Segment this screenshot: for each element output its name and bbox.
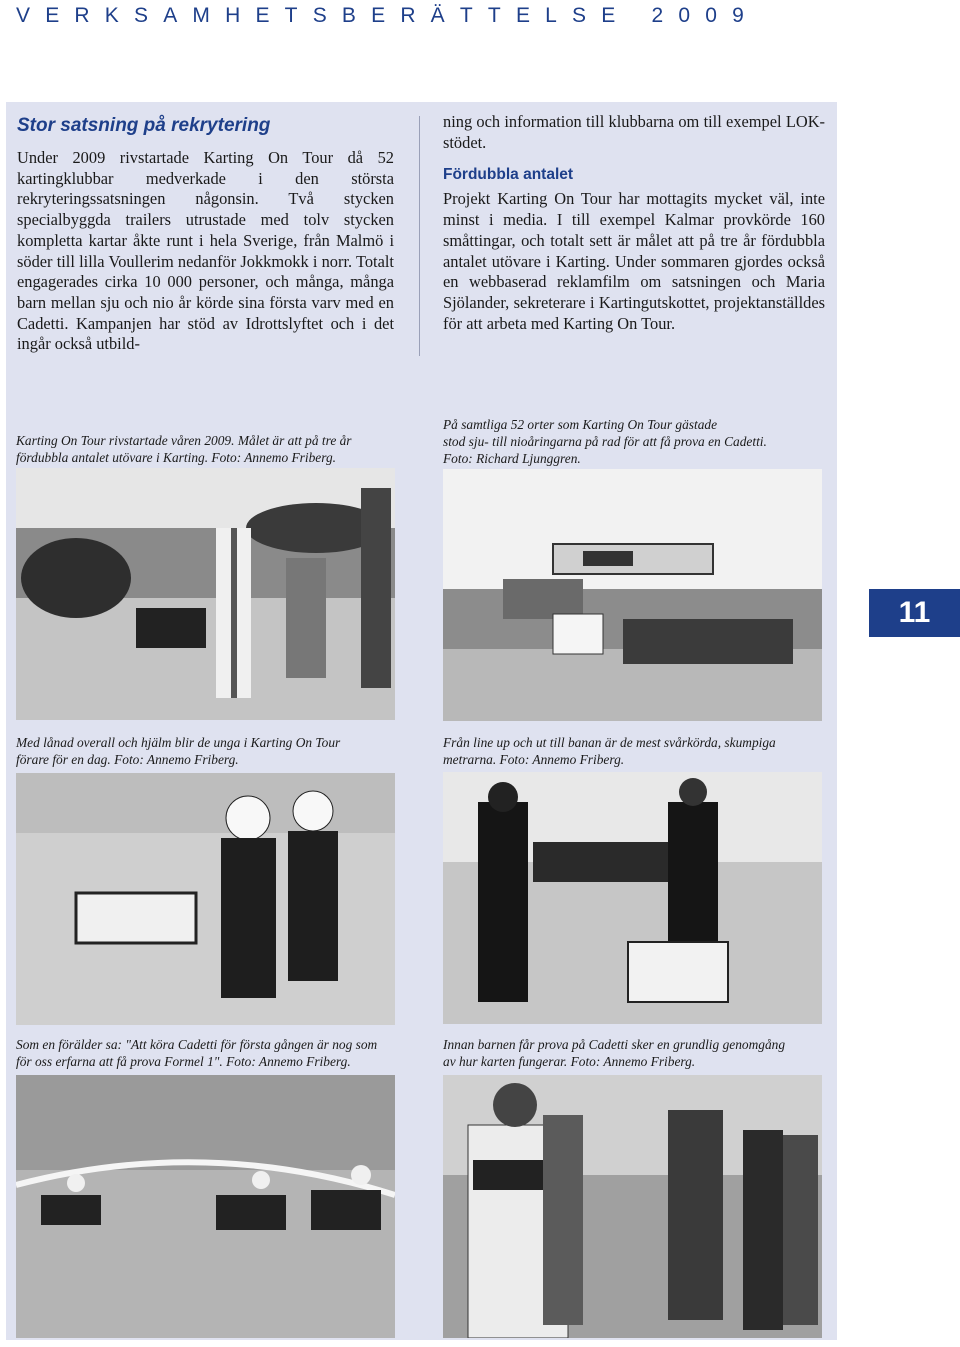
page-number: 11	[869, 589, 960, 637]
photo-caption-4: Från line up och ut till banan är de mest svårkörda, skumpiga metrarna. Foto: Annemo Friberg.	[443, 735, 776, 767]
article-body-right: ning och information till klubbarna om till exempel LOK-stödet.	[443, 112, 825, 152]
photo-track-out	[443, 772, 822, 1024]
photo-caption-2: På samtliga 52 orter som Karting On Tour gästade stod sju- till nioåringarna på rad för att få prova en Cadetti. Foto: Richard Ljunggren.	[443, 417, 767, 466]
column-divider	[419, 116, 420, 356]
article-body-left: Under 2009 rivstartade Karting On Tour då 52 kartingklubbar medverkade i den största rekryteringssatsningen någonsin. Två stycken specialbyggda trailers utrustade med tolv stycken kompletta kartar åkte runt i hela Sverige, från Malmö i söder till lilla Voullerim nedanför Jokkmokk i norr. Totalt engagerades cirka 10 000 personer, och många, många barn mellan sju och nio år körde sina första varv med en Cadetti. Kampanjen har stöd av Idrottslyftet och i det ingår också utbild-	[17, 148, 394, 354]
photo-caption-1: Karting On Tour rivstartade våren 2009. Målet är att på tre år fördubbla antalet utövare i Karting. Foto: Annemo Friberg.	[16, 433, 352, 465]
article-body-right-2: Projekt Karting On Tour har mottagits mycket väl, inte minst i media. I till exempel Kalmar provkörde 160 småttingar, och totalt sett är målet att på tre år fördubbla antalet utövare i Karting. Under sommaren gjordes också en webbaserad reklamfilm om satsningen och Maria Sjölander, sekreterare i Kartingutskottet, projektanställdes för att arbeta med Karting On Tour.	[443, 189, 825, 333]
article-subhead: Fördubbla antalet	[443, 166, 574, 184]
photo-kart-start	[16, 468, 395, 720]
photo-caption-5: Som en förälder sa: "Att köra Cadetti för första gången är nog som för oss erfarna att få prova Formel 1". Foto: Annemo Friberg.	[16, 1037, 378, 1069]
article-title: Stor satsning på rekrytering	[17, 115, 271, 136]
article-left-column	[17, 112, 394, 355]
article-right-column	[443, 112, 825, 334]
publication-header: VERKSAMHETSBERÄTTELSE 2009	[16, 4, 759, 27]
photo-kart-briefing	[443, 1075, 822, 1338]
photo-caption-3: Med lånad overall och hjälm blir de unga i Karting On Tour förare för en dag. Foto: Annemo Friberg.	[16, 735, 341, 767]
photo-karts-on-track	[16, 1075, 395, 1338]
photo-line-up	[443, 469, 822, 721]
photo-caption-6: Innan barnen får prova på Cadetti sker en grundlig genomgång av hur karten fungerar. Foto: Annemo Friberg.	[443, 1037, 786, 1069]
photo-children-overalls	[16, 773, 395, 1025]
